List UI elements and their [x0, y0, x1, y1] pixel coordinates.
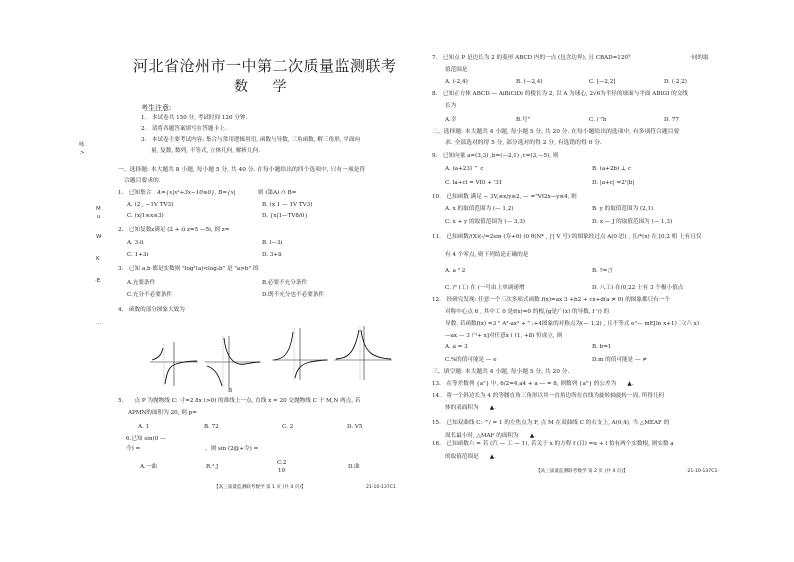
q1-tail: 则 (第A) ∩ B=	[258, 190, 297, 196]
q2-option-d[interactable]: D. 3+li	[262, 252, 282, 258]
q1-stem: 1. 已知集合 A={x|x²+3x−10≤0}, B={x|	[118, 190, 236, 196]
q6-option-d[interactable]: D.曲	[348, 464, 360, 470]
q2-option-b[interactable]: B. l—3i	[262, 240, 283, 246]
margin-mark: W	[96, 234, 102, 240]
graph-c[interactable]	[272, 328, 328, 380]
q3-stem: 3. 已知 a,b 都是实数则 "log²(a)<log₂b" 是 "a>b" 的	[118, 266, 259, 272]
q10-option-b[interactable]: B. y 的取值范围为 (2,1)	[592, 206, 654, 212]
q16-line: 16. 已知函数六 = 若 (汽 — 工 — 1), 若关于 x 的方程 f (目) =α + l 恰有两个实数根, 则实数 a	[432, 441, 674, 447]
q8-option-b[interactable]: B.号"	[516, 117, 531, 123]
q6-option-c[interactable]: C.2	[277, 460, 287, 466]
q8-line: 长为	[445, 103, 457, 109]
q7-option-a[interactable]: A. (-2,4)	[445, 79, 468, 85]
q11-option-a[interactable]: A. a ² 2	[445, 268, 466, 274]
margin-mark: 咏	[79, 142, 85, 148]
q7-line: ·同的取	[690, 55, 709, 61]
q6-line: 6.已知 sin(0 —	[126, 436, 166, 442]
q12-line: 12. 经研究发现: 任意一个三次多项式函数 f(x)=ax 3 +b2 + cx+d(a ≠ 0) 的图象都只有一个	[432, 297, 670, 303]
q5-option-b[interactable]: B. 72	[204, 424, 219, 430]
q7-option-d[interactable]: D. (-2,2)	[664, 79, 687, 85]
q11-line: 有 4 个零点, 则下列结论正确的是	[445, 252, 529, 258]
q8-line: 8. 已知正方体 ABCD — AiBiCiDi 的棱长为 2, 以 A 为球心, 2√6为半径的球面与平面 ABIGI 的交线	[432, 91, 688, 97]
q2-option-c[interactable]: C. 1+3i	[127, 252, 149, 258]
graph-d[interactable]	[334, 326, 392, 380]
q8-option-d[interactable]: D. 77	[664, 117, 679, 123]
margin-mark: …	[96, 320, 102, 326]
q4-stem: 4. 函数的部分图象大致为	[118, 307, 185, 313]
graph-a[interactable]	[150, 340, 198, 386]
q10-option-d[interactable]: D. x — J 的取值范围为 (— 1,3)	[592, 219, 673, 225]
section-2-heading: 求. 全部选对的得 5 分, 部分选对的得 2 分, 有选错的得 0 分.	[445, 140, 602, 146]
q11-option-b[interactable]: B. ?=言	[592, 268, 613, 274]
page-footer: 【高三质量监测联考数学 第 1 页 (共 4 页)】	[214, 485, 306, 490]
page-code: 21-10-137C1	[366, 485, 396, 490]
q9-option-c[interactable]: C. la+cl = VI0 + '31	[445, 180, 503, 186]
q12-line: —ax — 3 户+ x]对任意x ( (1, +8) 恒成立, 则	[445, 333, 563, 339]
margin-mark: ·E	[95, 278, 101, 284]
graph-b[interactable]	[205, 336, 261, 388]
q12-option-b[interactable]: B. b=1	[592, 344, 612, 350]
q3-option-c[interactable]: C.充分不必要条件	[127, 292, 173, 298]
q9-option-b[interactable]: B. (a+2b) ⊥ c	[592, 166, 632, 172]
q3-option-d[interactable]: D.既不充分也不必要条件	[262, 292, 325, 298]
q7-line: 7. 已知点 P 是边长为 2 的菱形 ABCD 内的一点 (包含边界), 且 CBAD=120°	[432, 55, 631, 61]
q10-stem: 10. 已知函数 满足 − 3V,≤x/y≤2, — ="Vf2x—y≤4, 则	[432, 194, 577, 200]
section-1-heading: 合题目要求的.	[124, 178, 161, 184]
q12-option-d[interactable]: D.m 的值可能是 — ≠	[592, 357, 647, 363]
notice-line: 3. 本试卷主要考试内容: 集合与常用逻辑用语, 函数与导数, 三角函数, 解三角形, 平面向	[141, 137, 361, 143]
graph-label-b: B	[228, 388, 233, 394]
q11-line: 11. 已知函数/(X)(-/=2sin (寿+0) (0 θ(N* , |'| V 号) 的图象经过点 A(0 思) , 且/*(x) 在 [0,2 相 上有且仅	[432, 234, 702, 240]
q8-option-a[interactable]: A.幸	[445, 117, 457, 123]
margin-mark: K	[96, 256, 100, 262]
q1-option-a[interactable]: A. (2 , −1V TV3)	[127, 202, 174, 208]
q8-option-c[interactable]: C. / "h	[589, 117, 607, 123]
q6-option-a[interactable]: A.一曲	[140, 464, 158, 470]
section-1-heading: 一、选择题: 本大题共 8 小题, 每小题 5 分, 共 40 分. 在每小题给出的四个选项中, 只有一项是符	[118, 167, 366, 173]
q6-line: ，则 sin (2@+令) =	[205, 446, 259, 452]
q16-line: 的取值范围是 ▲.	[445, 454, 496, 460]
notice-line: 2. 请将各题答案填写在答题卡上.	[141, 126, 227, 132]
section-3-heading: 三、填空题: 本大题共 4 小题, 每小题 5 分, 共 20 分.	[432, 369, 570, 375]
margin-mark: M	[96, 206, 101, 212]
q5-option-c[interactable]: C. 2	[282, 424, 294, 430]
page-code: ·21-10-137C1·	[686, 469, 719, 474]
q13-text: 13. 在等差数列 {a"} 中, 6/2=4,a4 + a ― = 8, 则数列 {a"} 的公差为 ▲.	[432, 381, 634, 387]
q2-stem: 2. 已知复数z满足 (2 + i) z=5 —5i, 则 z=	[118, 227, 230, 233]
exam-subject: 数 学	[234, 79, 297, 95]
q12-line: 导数. 若函数f(x) =3 " A³-ax³ + " ;+4图象的对称点为(— 1,2) , 且不等式 e"— mE[ln x+1) 三(六 x)	[445, 321, 700, 327]
q6-line: 今) =	[126, 446, 141, 452]
section-2-heading: 二、选择题: 本大题共 4 小题, 每小题 5 分, 共 20 分. 在每小题给出的选项中, 有多项符合题目要	[432, 129, 680, 135]
page-footer: 【高三质量监测联考数学 第 2 页 (共 4 页)】	[536, 469, 628, 474]
q12-line: 对称中心点 6 , 其中工 0 是f(x)=0 的根,(g是广(x) 的导数, f '/) 的	[445, 309, 610, 315]
q15-line: 15. 已知双曲线 C: ^/ = 1 的左焦点为 F, 点 M 在双曲线 C 的右支上, A(0,4), 当 △MEAF 的	[432, 420, 670, 426]
q9-option-a[interactable]: A. (a+23) ⌃ c	[445, 166, 484, 172]
q6-option-b[interactable]: R.² J	[206, 464, 219, 470]
q7-option-b[interactable]: B. (—2,4)	[516, 79, 543, 85]
q6-fraction: 19	[278, 468, 286, 474]
q14-line: 14. 将一个斜边长为 4 的等腰直角三角形以其一直角边所在直线为旋转轴旋转一周, 所得几何	[432, 393, 665, 399]
q1-option-c[interactable]: C. (x|1≤x≤3)	[127, 213, 164, 219]
q5-line: 5. 点 P 为抛物线 C: 寸=2 8x (>0) 的准线上一点, 直线 x = 20 交抛物线 C 于 M,N 两点, 若	[118, 398, 361, 404]
q5-option-d[interactable]: D. V5	[347, 424, 363, 430]
margin-mark: >	[80, 150, 85, 156]
q1-option-d[interactable]: D. {x|1—TV8/0}	[262, 213, 308, 219]
q7-option-c[interactable]: C. [—2,2]	[589, 79, 616, 85]
q12-option-a[interactable]: A. a = 3	[445, 344, 468, 350]
q10-option-a[interactable]: A. x 的取值范围为 (— 1,2)	[445, 206, 514, 212]
q11-option-d[interactable]: D. 八工) 在(0,22 上有 3 个极小值点	[592, 285, 684, 291]
notice-line: 量, 复数, 数列, 不等式, 立体几何, 解析几何.	[151, 148, 261, 154]
q11-option-c[interactable]: C. /⁰ (工) 在 (一号由上单调递增	[445, 285, 525, 291]
q10-option-c[interactable]: C. x + y 的取值范围为 (— 3,3)	[445, 219, 525, 225]
q9-option-d[interactable]: D. |a+c| =2¹|b|	[592, 180, 635, 186]
q14-line: 体的表面积为 ▲.	[445, 405, 496, 411]
q3-option-b[interactable]: B.必要不充分条件	[262, 280, 308, 286]
q12-option-c[interactable]: C.%的值可能是 — e	[445, 357, 497, 363]
q7-line: 值范围是	[445, 67, 468, 73]
notice-heading: 考生注意:	[141, 104, 172, 112]
q5-line: APMN的面积为 20, 则 p=	[128, 410, 197, 416]
exam-title: 河北省沧州市一中第二次质量监测联考	[133, 57, 397, 75]
q9-stem: 9. 已知向量 a=(3,3) ,b=(—2,1) ,c=(3,—5), 则	[432, 153, 559, 159]
margin-mark: u	[97, 214, 101, 220]
q2-option-a[interactable]: A. 3-li	[127, 240, 144, 246]
q1-option-b[interactable]: B. (x 1 — 1V TV3)	[262, 202, 313, 208]
notice-line: 1. 本试卷共 150 分, 考试时间 120 分钟.	[141, 115, 248, 121]
q5-option-a[interactable]: A. 1	[138, 424, 150, 430]
q3-option-a[interactable]: A.充要条件	[127, 280, 156, 286]
q15-line: 周长最小时, △MAF 的面积为 ▲.	[445, 433, 536, 439]
